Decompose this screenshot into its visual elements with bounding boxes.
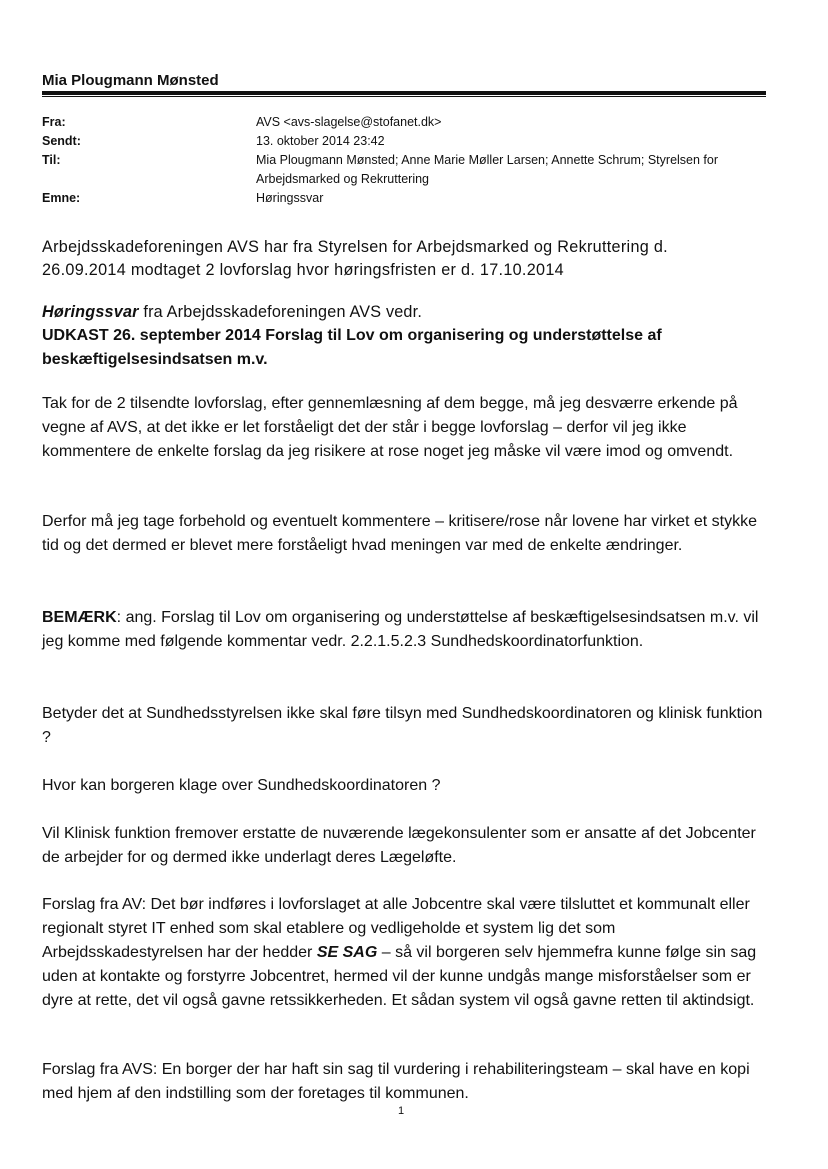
paragraph-3-text: : ang. Forslag til Lov om organisering og understøttelse af beskæftigelsesindsatsen m.v. vil jeg komme med følgende kommentar vedr. 2.2.1.5.2.3 Sundhedskoordinatorfunktion. bbox=[42, 609, 759, 650]
paragraph-7-before: Forslag fra AV: Det bør indføres i lovforslaget at alle Jobcentre skal være tilsluttet et kommunalt eller regionalt styret IT enhed som skal etablere og vedligeholde et system lig det som Arbejdsskadestyrelsen har der hedder bbox=[42, 896, 750, 961]
paragraph-3 bbox=[42, 606, 772, 654]
sent-row bbox=[42, 132, 772, 151]
heading-keyword: Høringssvar bbox=[42, 303, 139, 321]
heading-line bbox=[42, 300, 772, 324]
paragraph-8: Forslag fra AVS: En borger der har haft sin sag til vurdering i rehabiliteringsteam – skal have en kopi med hjem af den indstilling som der foretages til kommunen. bbox=[42, 1061, 750, 1102]
to-row bbox=[42, 151, 772, 189]
from-row bbox=[42, 113, 772, 132]
paragraph-4: Betyder det at Sundhedsstyrelsen ikke skal føre tilsyn med Sundhedskoordinatoren og klinisk funktion ? bbox=[42, 705, 763, 746]
paragraph-5: Hvor kan borgeren klage over Sundhedskoordinatoren ? bbox=[42, 777, 441, 794]
email-header bbox=[42, 113, 772, 208]
to-value bbox=[256, 151, 772, 189]
to-label: Til: bbox=[42, 153, 61, 167]
heading-bold-line2: beskæftigelsesindsatsen m.v. bbox=[42, 351, 268, 368]
from-value: AVS <avs-slagelse@stofanet.dk> bbox=[256, 115, 442, 129]
to-value-line2: Arbejdsmarked og Rekruttering bbox=[256, 172, 429, 186]
header-rule-thin bbox=[42, 96, 766, 97]
subject-row bbox=[42, 189, 772, 208]
heading-block bbox=[42, 300, 772, 372]
bemaerk-label: BEMÆRK bbox=[42, 609, 117, 626]
sender-name: Mia Plougmann Mønsted bbox=[42, 72, 219, 89]
paragraph-2: Derfor må jeg tage forbehold og eventuelt kommentere – kritisere/rose når lovene har virket et stykke tid og det dermed er blevet mere forståeligt hvad meningen var med de enkelte ændringer. bbox=[42, 513, 758, 554]
subject-value: Høringssvar bbox=[256, 191, 324, 205]
header-rule bbox=[42, 91, 766, 95]
intro-line2: 26.09.2014 modtaget 2 lovforslag hvor høringsfristen er d. 17.10.2014 bbox=[42, 261, 564, 279]
heading-rest: fra Arbejdsskadeforeningen AVS vedr. bbox=[138, 303, 423, 321]
sent-value: 13. oktober 2014 23:42 bbox=[256, 134, 385, 148]
from-label: Fra: bbox=[42, 115, 66, 129]
page-number: 1 bbox=[398, 1105, 405, 1117]
paragraph-7-after: – så vil borgeren selv hjemmefra kunne følge sin sag uden at kontakte og forstyrre Jobcentret, hermed vil der kunne undgås mange misforståelser som er dyre at rette, det vil også gavne retssikkerheden. Et sådan system vil også gavne retten til aktindsigt. bbox=[42, 944, 757, 1009]
sent-label: Sendt: bbox=[42, 134, 81, 148]
heading-bold-line1: UDKAST 26. september 2014 Forslag til Lov om organisering og understøttelse af bbox=[42, 327, 662, 344]
se-sag-emphasis: SE SAG bbox=[316, 944, 378, 961]
paragraph-7 bbox=[42, 893, 772, 1013]
subject-label: Emne: bbox=[42, 191, 81, 205]
to-value-line1: Mia Plougmann Mønsted; Anne Marie Møller Larsen; Annette Schrum; Styrelsen for bbox=[256, 153, 719, 167]
intro-paragraph bbox=[42, 236, 782, 282]
paragraph-6: Vil Klinisk funktion fremover erstatte de nuværende lægekonsulenter som er ansatte af det Jobcenter de arbejder for og dermed ikke underlagt deres Lægeløfte. bbox=[42, 825, 756, 866]
paragraph-1: Tak for de 2 tilsendte lovforslag, efter gennemlæsning af dem begge, må jeg desværre erkende på vegne af AVS, at det ikke er let forståeligt det der står i begge lovforslag – derfor vil jeg ikke kommentere de enkelte forslag da jeg risikere at rose noget jeg måske vil være imod og omvendt. bbox=[42, 395, 738, 460]
intro-line1: Arbejdsskadeforeningen AVS har fra Styrelsen for Arbejdsmarked og Rekruttering d. bbox=[42, 238, 668, 256]
